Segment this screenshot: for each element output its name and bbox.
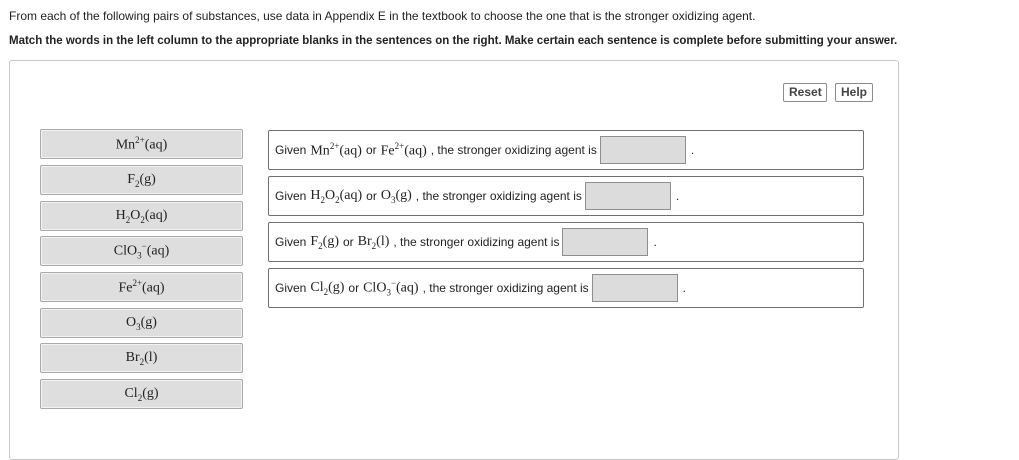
tile-formula	[124, 386, 158, 403]
formula-base: H	[310, 187, 321, 203]
formula-base: F	[310, 233, 319, 249]
formula-state: (aq)	[339, 187, 363, 203]
formula-charge: 2+	[394, 140, 405, 151]
formula-subscript: 2	[371, 240, 377, 251]
sentence-text: , the stronger oxidizing agent is	[415, 189, 582, 203]
answer-tile-h2o2[interactable]	[40, 201, 243, 231]
formula-subscript: 3	[136, 321, 141, 332]
sentence-text: or	[366, 189, 377, 203]
formula-subscript: 2	[140, 214, 145, 225]
sentence-text: Given	[275, 189, 307, 203]
formula-base: Fe	[380, 143, 395, 159]
formula-charge: 2+	[329, 140, 340, 151]
sentence-text: or	[365, 143, 377, 157]
formula-base: O	[380, 187, 391, 203]
help-button[interactable]: Help	[835, 83, 873, 102]
formula-base: Br	[125, 349, 140, 365]
answer-tile-clo3minus[interactable]	[40, 236, 243, 266]
sentence-period: .	[675, 189, 680, 203]
reset-button[interactable]: Reset	[783, 83, 827, 102]
answer-drop-target[interactable]	[592, 274, 678, 302]
formula-base: O	[126, 314, 137, 330]
formula-base: O	[130, 207, 141, 223]
formula-state: (g)	[142, 385, 159, 401]
sentence-period: .	[682, 281, 687, 295]
sentence-mn-fe	[268, 130, 864, 170]
formula-state: (aq)	[339, 143, 362, 159]
formula-state: (g)	[322, 233, 339, 249]
sentence-formula-b	[381, 188, 412, 205]
formula-subscript: 2	[125, 214, 131, 225]
sentence-cl2-clo3	[268, 268, 864, 308]
sentence-formula-b	[381, 141, 427, 160]
sentence-text: , the stronger oxidizing agent is	[430, 143, 597, 157]
answer-drop-target[interactable]	[585, 182, 671, 210]
formula-base: ClO	[363, 280, 387, 296]
formula-state: (aq)	[142, 280, 165, 296]
tile-formula	[126, 350, 158, 367]
formula-state: (g)	[139, 171, 156, 187]
formula-state: (aq)	[144, 137, 168, 153]
sentence-text: Given	[275, 235, 307, 249]
tile-formula	[116, 135, 168, 154]
formula-charge: −	[141, 241, 147, 252]
answer-drop-target[interactable]	[600, 136, 686, 164]
formula-state: (aq)	[404, 143, 427, 159]
sentence-h2o2-o3	[268, 176, 864, 216]
sentence-text: , the stronger oxidizing agent is	[422, 281, 589, 295]
formula-charge: 2+	[135, 134, 145, 145]
formula-subscript: 3	[390, 194, 396, 205]
sentence-text: Given	[275, 281, 307, 295]
question-prompt: From each of the following pairs of substances, use data in Appendix E in the textbook to choose the one that is the stronger oxidizing agent.	[9, 9, 756, 23]
formula-base: Mn	[115, 137, 136, 153]
formula-state: (aq)	[144, 207, 168, 223]
formula-base: Mn	[310, 143, 330, 159]
tile-formula	[116, 208, 168, 225]
answer-tile-cl2[interactable]	[40, 379, 243, 409]
sentence-formula-a	[310, 188, 362, 205]
formula-subscript: 2	[335, 194, 340, 205]
formula-subscript: 2	[134, 178, 140, 189]
formula-base: O	[324, 187, 336, 203]
sentence-period: .	[653, 235, 657, 249]
sentence-formula-a	[310, 234, 339, 251]
tile-formula	[127, 172, 156, 189]
formula-state: (g)	[328, 279, 345, 295]
formula-subscript: 2	[320, 194, 325, 205]
tile-formula	[126, 315, 157, 332]
sentence-formula-b	[358, 234, 390, 251]
formula-state: (l)	[144, 349, 158, 365]
formula-subscript: 2	[323, 286, 329, 297]
formula-subscript: 2	[137, 392, 143, 403]
answer-tile-o3[interactable]	[40, 308, 243, 338]
sentence-f2-br2	[268, 222, 864, 262]
answer-drop-target[interactable]	[562, 228, 648, 256]
formula-base: Cl	[124, 385, 138, 401]
sentence-text: , the stronger oxidizing agent is	[393, 235, 560, 249]
sentence-text: or	[342, 235, 354, 249]
formula-state: (aq)	[146, 243, 170, 259]
formula-base: Cl	[310, 279, 324, 295]
formula-base: Fe	[118, 280, 133, 296]
sentence-text: Given	[275, 143, 307, 157]
answer-tile-mn2plus[interactable]	[40, 129, 243, 159]
answer-tile-fe2plus[interactable]	[40, 272, 243, 302]
formula-base: ClO	[113, 243, 138, 259]
answer-tile-f2[interactable]	[40, 165, 243, 195]
answer-tile-br2[interactable]	[40, 343, 243, 373]
formula-base: Br	[357, 233, 372, 249]
formula-state: (g)	[395, 187, 412, 203]
tile-formula	[118, 278, 164, 297]
formula-charge: 2+	[132, 277, 143, 288]
sentence-formula-a	[310, 141, 362, 160]
formula-state: (g)	[140, 314, 157, 330]
formula-charge: −	[390, 278, 397, 289]
sentence-formula-b	[363, 278, 418, 297]
tile-formula	[114, 241, 169, 260]
sentence-formula-a	[310, 280, 344, 297]
formula-base: H	[115, 207, 126, 223]
formula-subscript: 3	[386, 287, 391, 298]
question-instructions: Match the words in the left column to the appropriate blanks in the sentences on the right. Make certain each sentence is complete before submitting your answer.	[9, 35, 898, 47]
formula-base: F	[127, 171, 135, 187]
sentence-period: .	[690, 143, 695, 157]
formula-subscript: 2	[318, 240, 323, 251]
formula-subscript: 2	[139, 356, 145, 367]
sentence-text: or	[348, 281, 360, 295]
formula-subscript: 3	[137, 250, 142, 261]
formula-state: (aq)	[396, 280, 419, 296]
formula-state: (l)	[376, 233, 390, 249]
